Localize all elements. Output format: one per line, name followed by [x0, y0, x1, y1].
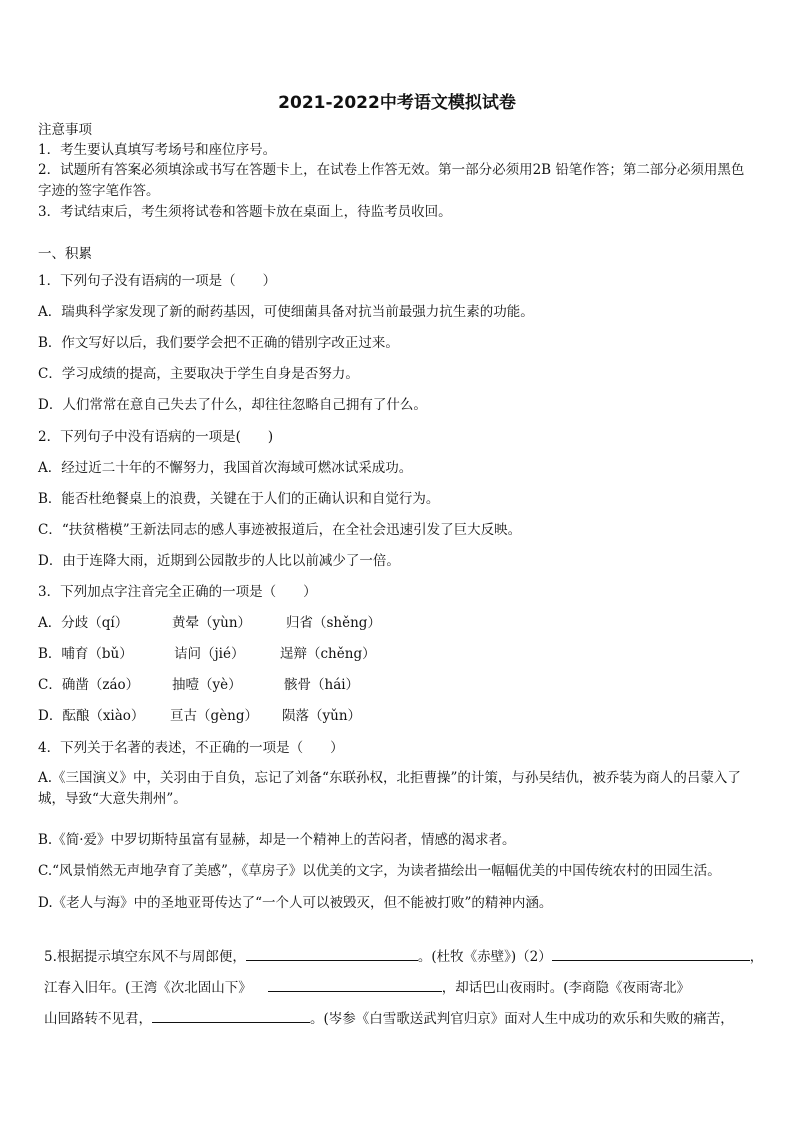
pinyin-option: A．分歧（qí）	[38, 615, 129, 631]
question-5-line-2	[44, 977, 690, 998]
question-3-row-c	[38, 675, 359, 695]
pinyin-option: 黄晕（yùn）	[172, 615, 252, 631]
fill-text: 江春入旧年。(王湾《次北固山下》	[44, 980, 252, 996]
question-5-line-1	[44, 946, 763, 967]
fill-text: ，	[749, 949, 764, 965]
notice-heading: 注意事项	[38, 122, 92, 138]
question-4-stem: 4．下列关于名著的表述，不正确的一项是（ ）	[38, 740, 344, 756]
question-3-stem: 3．下列加点字注音完全正确的一项是（ ）	[38, 584, 317, 600]
question-1-option-a: A．瑞典科学家发现了新的耐药基因，可使细菌具备对抗当前最强力抗生素的功能。	[38, 304, 534, 320]
question-3-row-d	[38, 706, 361, 726]
pinyin-option: B．哺育（bǔ）	[38, 646, 133, 662]
question-4-option-a: A.《三国演义》中，关羽由于自负，忘记了刘备“东联孙权，北拒曹操”的计策，与孙吴结仇，被乔装为商人的吕蒙入了城，导致“大意失荆州”。	[38, 770, 741, 807]
answer-blank[interactable]	[246, 946, 418, 961]
question-4-option-b: B.《简·爱》中罗切斯特虽富有显赫，却是一个精神上的苦闷者，情感的渴求者。	[38, 832, 516, 848]
question-2-option-c: C．“扶贫楷模”王新法同志的感人事迹被报道后，在全社会迅速引发了巨大反映。	[38, 522, 522, 538]
question-3-row-a	[38, 613, 381, 633]
question-1-option-b: B．作文写好以后，我们要学会把不正确的错别字改正过来。	[38, 335, 399, 351]
pinyin-option: 抽噎（yè）	[172, 677, 242, 693]
pinyin-option: 逞辩（chěng）	[280, 646, 376, 662]
question-4-option-c: C.“风景悄然无声地孕育了美感”，《草房子》以优美的文字，为读者描绘出一幅幅优美的中国传统农村的田园生活。	[38, 863, 721, 879]
answer-blank[interactable]	[268, 977, 442, 992]
fill-text: 山回路转不见君，	[44, 1011, 152, 1027]
question-2-option-d: D．由于连降大雨，近期到公园散步的人比以前减少了一倍。	[38, 553, 400, 569]
fill-text: 。(岑参《白雪歌送武判官归京》面对人生中成功的欢乐和失败的痛苦，	[310, 1011, 734, 1027]
pinyin-option: 亘古（gèng）	[170, 708, 258, 724]
question-1-option-d: D．人们常常在意自己失去了什么，却往往忽略自己拥有了什么。	[38, 397, 427, 413]
question-5-line-3	[44, 1008, 734, 1029]
fill-text: 5.根据提示填空东风不与周郎便，	[44, 949, 246, 965]
pinyin-option: D．酝酿（xiào）	[38, 708, 145, 724]
section-heading: 一、积累	[38, 246, 92, 262]
question-4-option-d: D.《老人与海》中的圣地亚哥传达了“一个人可以被毁灭，但不能被打败”的精神内涵。	[38, 895, 553, 911]
question-3-row-b	[38, 644, 376, 664]
answer-blank[interactable]	[552, 946, 750, 961]
notice-item: 3．考试结束后，考生须将试卷和答题卡放在桌面上，待监考员收回。	[38, 204, 452, 220]
answer-blank[interactable]	[152, 1008, 310, 1023]
question-2-stem: 2．下列句子中没有语病的一项是( )	[38, 429, 274, 445]
pinyin-option: 归省（shěng）	[286, 615, 381, 631]
fill-text: 。(杜牧《赤壁》)（2）	[417, 949, 552, 965]
pinyin-option: 骸骨（hái）	[284, 677, 360, 693]
question-2-option-b: B．能否杜绝餐桌上的浪费，关键在于人们的正确认识和自觉行为。	[38, 491, 440, 507]
page-title: 2021-2022中考语文模拟试卷	[278, 93, 516, 113]
pinyin-option: 陨落（yǔn）	[282, 708, 362, 724]
question-2-option-a: A．经过近二十年的不懈努力，我国首次海域可燃冰试采成功。	[38, 460, 413, 476]
fill-text: ，却话巴山夜雨时。(李商隐《夜雨寄北》	[441, 980, 691, 996]
question-1-stem: 1．下列句子没有语病的一项是（ ）	[38, 273, 277, 289]
question-1-option-c: C．学习成绩的提高，主要取决于学生自身是否努力。	[38, 366, 359, 382]
notice-item: 2．试题所有答案必须填涂或书写在答题卡上，在试卷上作答无效。第一部分必须用2B 铅笔作答；第二部分必须用黑色字迹的签字笔作答。	[38, 162, 745, 199]
notice-item: 1．考生要认真填写考场号和座位序号。	[38, 142, 277, 158]
pinyin-option: C．确凿（záo）	[38, 677, 140, 693]
pinyin-option: 诘问（jié）	[174, 646, 245, 662]
